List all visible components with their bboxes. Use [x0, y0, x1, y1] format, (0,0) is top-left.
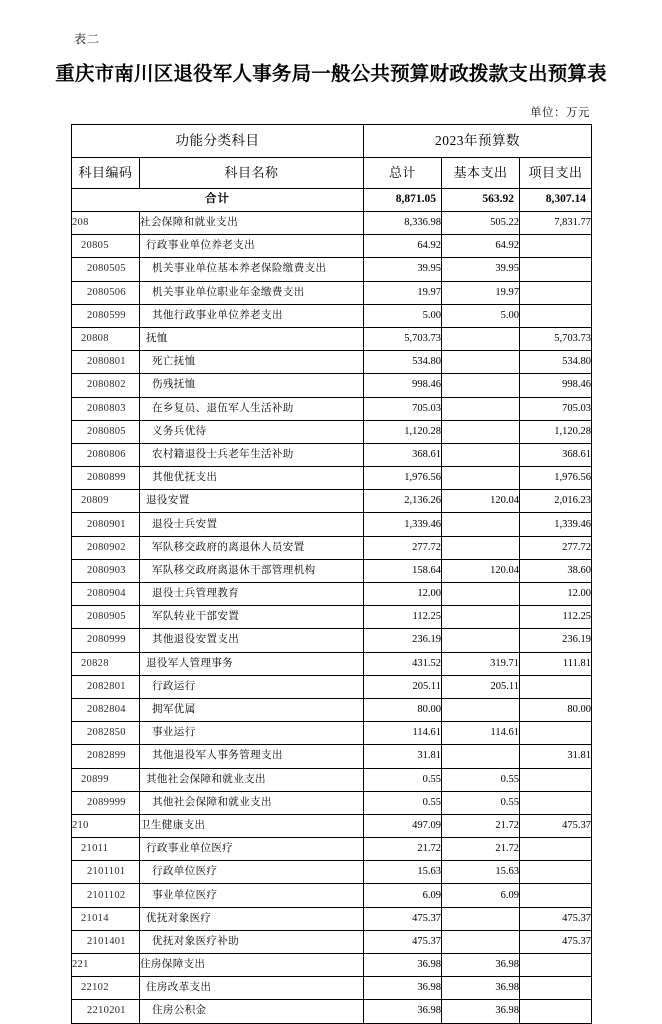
row-basic-expenditure: 21.72: [442, 838, 520, 861]
row-total: 2,136.26: [364, 490, 442, 513]
table-row: [72, 536, 592, 559]
header-col-basic-expenditure: 基本支出: [442, 158, 520, 189]
row-total: 8,336.98: [364, 212, 442, 235]
table-row: [72, 768, 592, 791]
table-row: [72, 583, 592, 606]
row-name: 卫生健康支出: [140, 814, 364, 837]
row-total: 277.72: [364, 536, 442, 559]
row-basic-expenditure: 15.63: [442, 861, 520, 884]
row-total: 497.09: [364, 814, 442, 837]
row-code: 2080805: [72, 420, 140, 443]
row-total: 1,120.28: [364, 420, 442, 443]
row-total: 21.72: [364, 838, 442, 861]
row-project-expenditure: 534.80: [520, 351, 592, 374]
row-code: 2210201: [72, 1000, 140, 1023]
row-code: 2080505: [72, 258, 140, 281]
header-column-row: [72, 158, 592, 189]
row-project-expenditure: [520, 768, 592, 791]
row-name: 抚恤: [140, 327, 364, 350]
row-name: 优抚对象医疗: [140, 907, 364, 930]
row-total: 236.19: [364, 629, 442, 652]
row-basic-expenditure: 19.97: [442, 281, 520, 304]
table-row: [72, 977, 592, 1000]
row-project-expenditure: 12.00: [520, 583, 592, 606]
row-basic-expenditure: 120.04: [442, 559, 520, 582]
row-project-expenditure: 236.19: [520, 629, 592, 652]
row-project-expenditure: [520, 235, 592, 258]
row-code: 2101101: [72, 861, 140, 884]
table-row: [72, 304, 592, 327]
row-name: 住房保障支出: [140, 954, 364, 977]
row-name: 义务兵优待: [140, 420, 364, 443]
row-project-expenditure: [520, 884, 592, 907]
row-total: 5.00: [364, 304, 442, 327]
row-total: 12.00: [364, 583, 442, 606]
row-total: 19.97: [364, 281, 442, 304]
row-name: 在乡复员、退伍军人生活补助: [140, 397, 364, 420]
header-group-budget-year: 2023年预算数: [364, 125, 592, 158]
table-row: [72, 1000, 592, 1023]
row-code: 2082801: [72, 675, 140, 698]
row-basic-expenditure: 36.98: [442, 977, 520, 1000]
row-code: 2080802: [72, 374, 140, 397]
row-project-expenditure: 705.03: [520, 397, 592, 420]
row-code: 2080801: [72, 351, 140, 374]
row-name: 其他社会保障和就业支出: [140, 791, 364, 814]
table-row: [72, 420, 592, 443]
row-name: 拥军优属: [140, 698, 364, 721]
row-project-expenditure: 112.25: [520, 606, 592, 629]
row-code: 2089999: [72, 791, 140, 814]
row-project-expenditure: [520, 304, 592, 327]
row-total: 5,703.73: [364, 327, 442, 350]
grand-total-total: 8,871.05: [364, 189, 442, 212]
table-row: [72, 559, 592, 582]
table-row: [72, 930, 592, 953]
budget-table: [71, 124, 592, 1024]
row-total: 6.09: [364, 884, 442, 907]
row-name: 退役士兵管理教育: [140, 583, 364, 606]
table-row: [72, 652, 592, 675]
row-code: 2101401: [72, 930, 140, 953]
table-row: [72, 397, 592, 420]
row-total: 0.55: [364, 768, 442, 791]
row-code: 2080506: [72, 281, 140, 304]
table-row: [72, 791, 592, 814]
row-name: 行政事业单位养老支出: [140, 235, 364, 258]
row-name: 行政运行: [140, 675, 364, 698]
row-code: 20808: [72, 327, 140, 350]
row-total: 15.63: [364, 861, 442, 884]
row-name: 事业运行: [140, 722, 364, 745]
row-total: 475.37: [364, 930, 442, 953]
row-basic-expenditure: [442, 397, 520, 420]
row-project-expenditure: [520, 1000, 592, 1023]
table-row: [72, 327, 592, 350]
header-col-total: 总计: [364, 158, 442, 189]
row-name: 死亡抚恤: [140, 351, 364, 374]
row-project-expenditure: [520, 675, 592, 698]
row-name: 其他优抚支出: [140, 467, 364, 490]
row-total: 39.95: [364, 258, 442, 281]
row-basic-expenditure: 64.92: [442, 235, 520, 258]
row-total: 205.11: [364, 675, 442, 698]
row-project-expenditure: [520, 861, 592, 884]
row-project-expenditure: 2,016.23: [520, 490, 592, 513]
row-basic-expenditure: 0.55: [442, 791, 520, 814]
row-total: 368.61: [364, 443, 442, 466]
row-basic-expenditure: 36.98: [442, 1000, 520, 1023]
row-name: 伤残抚恤: [140, 374, 364, 397]
row-project-expenditure: 475.37: [520, 814, 592, 837]
row-name: 其他社会保障和就业支出: [140, 768, 364, 791]
table-row: [72, 443, 592, 466]
row-project-expenditure: [520, 838, 592, 861]
row-project-expenditure: 475.37: [520, 930, 592, 953]
row-code: 2080901: [72, 513, 140, 536]
row-name: 退役安置: [140, 490, 364, 513]
row-basic-expenditure: [442, 930, 520, 953]
header-col-code: 科目编码: [72, 158, 140, 189]
row-basic-expenditure: [442, 745, 520, 768]
row-basic-expenditure: 114.61: [442, 722, 520, 745]
table-row: [72, 838, 592, 861]
table-row: [72, 212, 592, 235]
row-total: 431.52: [364, 652, 442, 675]
row-code: 2080599: [72, 304, 140, 327]
header-group-functional-category: 功能分类科目: [72, 125, 364, 158]
row-name: 机关事业单位基本养老保险缴费支出: [140, 258, 364, 281]
row-name: 退役军人管理事务: [140, 652, 364, 675]
row-project-expenditure: 31.81: [520, 745, 592, 768]
row-code: 2080905: [72, 606, 140, 629]
row-project-expenditure: 1,339.46: [520, 513, 592, 536]
row-total: 112.25: [364, 606, 442, 629]
row-basic-expenditure: [442, 420, 520, 443]
row-basic-expenditure: [442, 583, 520, 606]
row-total: 36.98: [364, 1000, 442, 1023]
row-project-expenditure: [520, 954, 592, 977]
row-name: 其他退役军人事务管理支出: [140, 745, 364, 768]
table-row: [72, 374, 592, 397]
row-total: 36.98: [364, 954, 442, 977]
row-code: 20809: [72, 490, 140, 513]
table-row: [72, 235, 592, 258]
row-project-expenditure: [520, 281, 592, 304]
row-total: 158.64: [364, 559, 442, 582]
row-basic-expenditure: [442, 467, 520, 490]
row-name: 军队移交政府离退休干部管理机构: [140, 559, 364, 582]
row-name: 优抚对象医疗补助: [140, 930, 364, 953]
table-row: [72, 490, 592, 513]
table-row: [72, 954, 592, 977]
row-code: 20899: [72, 768, 140, 791]
grand-total-basic: 563.92: [442, 189, 520, 212]
row-code: 221: [72, 954, 140, 977]
row-basic-expenditure: [442, 536, 520, 559]
row-basic-expenditure: [442, 351, 520, 374]
row-basic-expenditure: [442, 629, 520, 652]
row-basic-expenditure: 21.72: [442, 814, 520, 837]
row-total: 31.81: [364, 745, 442, 768]
row-basic-expenditure: [442, 606, 520, 629]
row-total: 64.92: [364, 235, 442, 258]
row-basic-expenditure: [442, 698, 520, 721]
row-name: 行政单位医疗: [140, 861, 364, 884]
row-project-expenditure: 38.60: [520, 559, 592, 582]
row-project-expenditure: 5,703.73: [520, 327, 592, 350]
row-project-expenditure: 7,831.77: [520, 212, 592, 235]
row-code: 208: [72, 212, 140, 235]
grand-total-label: 合计: [72, 189, 364, 212]
table-header: [72, 125, 592, 189]
row-project-expenditure: [520, 722, 592, 745]
table-row: [72, 722, 592, 745]
row-project-expenditure: 80.00: [520, 698, 592, 721]
table-row: [72, 907, 592, 930]
row-total: 1,339.46: [364, 513, 442, 536]
row-code: 2082850: [72, 722, 140, 745]
row-name: 其他退役安置支出: [140, 629, 364, 652]
row-basic-expenditure: [442, 907, 520, 930]
row-name: 其他行政事业单位养老支出: [140, 304, 364, 327]
row-code: 20828: [72, 652, 140, 675]
row-name: 事业单位医疗: [140, 884, 364, 907]
unit-note: 单位：万元: [530, 107, 590, 119]
grand-total-project: 8,307.14: [520, 189, 592, 212]
row-basic-expenditure: [442, 327, 520, 350]
row-name: 军队转业干部安置: [140, 606, 364, 629]
row-code: 21011: [72, 838, 140, 861]
row-code: 210: [72, 814, 140, 837]
table-row: [72, 884, 592, 907]
row-name: 住房改革支出: [140, 977, 364, 1000]
table-row: [72, 814, 592, 837]
row-basic-expenditure: [442, 374, 520, 397]
row-project-expenditure: 998.46: [520, 374, 592, 397]
row-basic-expenditure: 0.55: [442, 768, 520, 791]
table-row: [72, 467, 592, 490]
row-name: 社会保障和就业支出: [140, 212, 364, 235]
table-row: [72, 861, 592, 884]
row-project-expenditure: 277.72: [520, 536, 592, 559]
row-total: 0.55: [364, 791, 442, 814]
row-basic-expenditure: [442, 513, 520, 536]
row-code: 2080902: [72, 536, 140, 559]
table-row: [72, 606, 592, 629]
table-row: [72, 698, 592, 721]
table-row: [72, 675, 592, 698]
row-code: 21014: [72, 907, 140, 930]
row-project-expenditure: 111.81: [520, 652, 592, 675]
row-basic-expenditure: 6.09: [442, 884, 520, 907]
budget-table-container: [71, 124, 591, 1024]
row-name: 行政事业单位医疗: [140, 838, 364, 861]
row-code: 2080903: [72, 559, 140, 582]
row-project-expenditure: 1,120.28: [520, 420, 592, 443]
row-name: 住房公积金: [140, 1000, 364, 1023]
table-body: [72, 189, 592, 1024]
table-row: [72, 629, 592, 652]
row-code: 22102: [72, 977, 140, 1000]
row-project-expenditure: 475.37: [520, 907, 592, 930]
row-total: 705.03: [364, 397, 442, 420]
header-col-name: 科目名称: [140, 158, 364, 189]
row-name: 退役士兵安置: [140, 513, 364, 536]
header-group-row: [72, 125, 592, 158]
row-code: 20805: [72, 235, 140, 258]
row-code: 2101102: [72, 884, 140, 907]
table-row: [72, 281, 592, 304]
page-title: 重庆市南川区退役军人事务局一般公共预算财政拨款支出预算表: [55, 64, 607, 85]
row-code: 2082804: [72, 698, 140, 721]
row-basic-expenditure: 505.22: [442, 212, 520, 235]
row-basic-expenditure: 36.98: [442, 954, 520, 977]
row-project-expenditure: [520, 791, 592, 814]
row-total: 998.46: [364, 374, 442, 397]
row-total: 1,976.56: [364, 467, 442, 490]
header-col-project-expenditure: 项目支出: [520, 158, 592, 189]
row-name: 军队移交政府的离退休人员安置: [140, 536, 364, 559]
row-project-expenditure: [520, 977, 592, 1000]
row-basic-expenditure: 5.00: [442, 304, 520, 327]
row-basic-expenditure: 39.95: [442, 258, 520, 281]
row-basic-expenditure: 319.71: [442, 652, 520, 675]
row-basic-expenditure: 205.11: [442, 675, 520, 698]
row-basic-expenditure: [442, 443, 520, 466]
grand-total-row: [72, 189, 592, 212]
table-row: [72, 351, 592, 374]
table-row: [72, 258, 592, 281]
row-code: 2080803: [72, 397, 140, 420]
row-name: 机关事业单位职业年金缴费支出: [140, 281, 364, 304]
row-project-expenditure: [520, 258, 592, 281]
row-project-expenditure: 368.61: [520, 443, 592, 466]
table-row: [72, 513, 592, 536]
row-code: 2080999: [72, 629, 140, 652]
row-code: 2082899: [72, 745, 140, 768]
row-code: 2080904: [72, 583, 140, 606]
row-total: 475.37: [364, 907, 442, 930]
row-name: 农村籍退役士兵老年生活补助: [140, 443, 364, 466]
row-total: 534.80: [364, 351, 442, 374]
row-project-expenditure: 1,976.56: [520, 467, 592, 490]
row-code: 2080899: [72, 467, 140, 490]
row-basic-expenditure: 120.04: [442, 490, 520, 513]
table-row: [72, 745, 592, 768]
row-total: 80.00: [364, 698, 442, 721]
row-code: 2080806: [72, 443, 140, 466]
row-total: 36.98: [364, 977, 442, 1000]
row-total: 114.61: [364, 722, 442, 745]
sheet-label: 表二: [74, 32, 101, 46]
